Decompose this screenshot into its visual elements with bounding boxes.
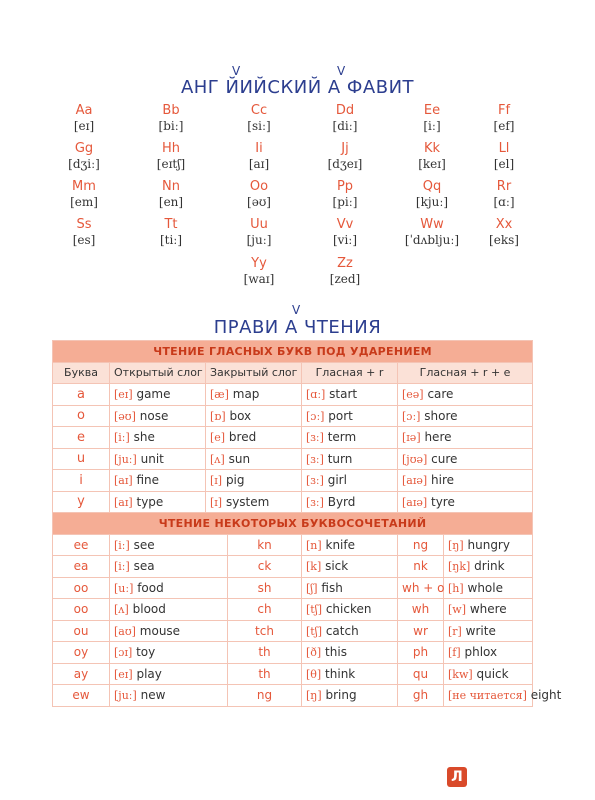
alphabet-cell [41,103,127,134]
transcription: [h] [448,581,464,595]
example-word: shore [424,408,458,423]
transcription: [uː] [114,581,134,595]
letter-combination: ay [53,663,110,685]
vowel-letter: e [53,427,110,449]
example-word: think [325,666,356,681]
alphabet-cell [216,141,302,172]
transcription: [r] [448,624,462,638]
vowel-re-cell [398,448,533,470]
example-word: term [327,430,357,445]
example-word: new [140,688,166,703]
combo-example-cell [110,663,228,685]
transcription: [ŋ] [306,689,322,703]
alphabet-cell [461,103,547,134]
letter-combination: ng [228,685,302,707]
v-mark-2: V [337,64,346,78]
transcription: [aɪə] [402,495,428,509]
alphabet-letter: Qq [422,179,442,194]
example-word: she [133,430,155,445]
alphabet-transcription: [eks] [489,233,519,247]
combo-row [53,577,533,599]
combo-row [53,599,533,621]
vowels-header: ЧТЕНИЕ ГЛАСНЫХ БУКВ ПОД УДАРЕНИЕМ [53,341,533,363]
vowel-re-cell [398,384,533,406]
alphabet-transcription: [tiː] [159,233,183,247]
alphabet-letter: Uu [250,217,268,232]
letter-combination: tch [228,620,302,642]
vowel-open-cell [110,470,206,492]
transcription: [ɔː] [402,409,421,423]
example-word: phlox [464,645,498,660]
combo-example-cell [302,577,398,599]
vowel-row [53,470,533,492]
example-word: hire [431,473,454,488]
combo-example-cell [110,685,228,707]
transcription: [eɪ] [114,388,133,402]
letter-combination: gh [398,685,444,707]
vowel-row [53,384,533,406]
example-word: pig [225,473,245,488]
transcription: [k] [306,560,322,574]
example-word: map [232,387,260,402]
alphabet-transcription: [zed] [329,272,361,286]
transcription: [ɒ] [210,409,226,423]
transcription: [ð] [306,646,322,660]
alphabet-letter: Hh [161,141,180,156]
letter-combination: ng [398,534,444,556]
example-word: system [225,494,270,509]
column-header: Гласная + r + e [398,362,533,384]
letter-combination: oo [53,599,110,621]
alphabet-transcription: [kjuː] [415,195,449,209]
transcription: [ɜː] [306,452,324,466]
transcription: [əʊ] [114,409,136,423]
alphabet-letter: Yy [251,256,267,271]
vowel-open-cell [110,405,206,427]
alphabet-letter: Mm [72,179,96,194]
transcription: [iː] [114,560,130,574]
combo-example-cell [110,599,228,621]
alphabet-cell [216,179,302,210]
alphabet-cell [128,141,214,172]
example-word: turn [327,451,353,466]
alphabet-cell [461,141,547,172]
example-word: sick [325,559,349,574]
vowel-row [53,405,533,427]
example-word: tyre [431,494,455,509]
example-word: type [136,494,164,509]
example-word: cure [431,451,458,466]
transcription: [tʃ] [306,603,322,617]
combo-row [53,685,533,707]
alphabet-transcription: [dʒeɪ] [327,157,363,171]
example-word: here [424,430,452,445]
column-header: Закрытый слог [206,362,302,384]
combo-example-cell [444,577,533,599]
vowel-r-cell [302,427,398,449]
alphabet-transcription: [diː] [332,119,358,133]
letter-combination: wh + o [398,577,444,599]
transcription: [ʌ] [210,452,225,466]
vowel-columns-row [53,362,533,384]
combo-row [53,642,533,664]
example-word: port [328,408,353,423]
vowel-row [53,427,533,449]
alphabet-letter: Ff [497,103,511,118]
letter-combination: ee [53,534,110,556]
example-word: game [136,387,171,402]
vowel-re-cell [398,427,533,449]
alphabet-cell [302,217,388,248]
transcription: [aʊ] [114,624,136,638]
alphabet-transcription: [el] [493,157,515,171]
alphabet-letter: Vv [336,217,354,232]
alphabet-cell [302,141,388,172]
vowel-row [53,491,533,513]
transcription: [iː] [114,431,130,445]
alphabet-transcription: [ef] [493,119,515,133]
vowel-r-cell [302,470,398,492]
transcription: [θ] [306,667,322,681]
alphabet-transcription: [siː] [247,119,271,133]
example-word: fine [136,473,160,488]
transcription: [n] [306,538,322,552]
alphabet-cell [216,256,302,287]
transcription: [ŋ] [448,538,464,552]
alphabet-letter: Oo [249,179,269,194]
transcription: [не читается] [448,689,527,703]
alphabet-cell [302,179,388,210]
example-word: mouse [139,623,181,638]
letter-combination: sh [228,577,302,599]
alphabet-transcription: [dʒiː] [68,157,100,171]
transcription: [ŋk] [448,560,471,574]
transcription: [ɔː] [306,409,325,423]
combo-example-cell [302,642,398,664]
vowel-closed-cell [206,448,302,470]
transcription: [juː] [114,452,137,466]
transcription: [tʃ] [306,624,322,638]
transcription: [e] [210,431,226,445]
alphabet-letter: Aa [75,103,93,118]
combo-example-cell [110,577,228,599]
transcription: [ʃ] [306,581,318,595]
example-word: blood [132,602,166,617]
letter-combination: qu [398,663,444,685]
alphabet-letter: Xx [495,217,513,232]
transcription: [ɪ] [210,495,223,509]
alphabet-transcription: [iː] [423,119,441,133]
alphabet-cell [41,179,127,210]
transcription: [juː] [114,689,137,703]
vowel-r-cell [302,384,398,406]
vowel-row [53,448,533,470]
alphabet-letter: Gg [74,141,94,156]
transcription: [ɪə] [402,431,421,445]
letter-combination: wr [398,620,444,642]
vowel-letter: u [53,448,110,470]
transcription: [ɜː] [306,474,324,488]
alphabet-letter: Jj [341,141,349,156]
letter-combination: nk [398,556,444,578]
alphabet-letter: Ss [76,217,92,232]
alphabet-transcription: [es] [72,233,96,247]
alphabet-transcription: [juː] [246,233,272,247]
alphabet-letter: Zz [337,256,353,271]
combo-example-cell [110,534,228,556]
v-mark-3: V [292,303,301,317]
example-word: Byrd [327,494,356,509]
alphabet-cell [128,103,214,134]
v-mark-1: V [232,64,241,78]
alphabet-cell [302,103,388,134]
vowel-r-cell [302,405,398,427]
alphabet-letter: Tt [164,217,178,232]
alphabet-cell [41,217,127,248]
transcription: [ɑː] [306,388,326,402]
letter-combination: ou [53,620,110,642]
publisher-logo: Л [447,767,467,787]
example-word: this [325,645,347,660]
letter-combination: oo [53,577,110,599]
letter-combination: ch [228,599,302,621]
example-word: whole [467,580,503,595]
example-word: sea [133,559,155,574]
example-word: hungry [467,537,510,552]
rules-title: ПРАВИ А ЧТЕНИЯ [213,317,382,338]
example-word: play [136,666,162,681]
alphabet-transcription: [əʊ] [247,195,271,209]
letter-combination: wh [398,599,444,621]
vowel-letter: o [53,405,110,427]
letter-combination: ea [53,556,110,578]
vowel-closed-cell [206,384,302,406]
alphabet-transcription: [aɪ] [248,157,270,171]
combo-example-cell [302,620,398,642]
transcription: [jʊə] [402,452,428,466]
letter-combination: ew [53,685,110,707]
example-word: girl [327,473,347,488]
column-header: Гласная + r [302,362,398,384]
combo-row [53,620,533,642]
alphabet-transcription: [ˈdʌbljuː] [404,233,460,247]
example-word: chicken [325,602,372,617]
example-word: bring [325,688,357,703]
example-word: knife [325,537,355,552]
example-word: see [133,537,155,552]
example-word: start [329,387,358,402]
alphabet-letter: Dd [335,103,355,118]
column-header: Буква [53,362,110,384]
combo-example-cell [302,663,398,685]
transcription: [ɜː] [306,431,324,445]
example-word: drink [474,559,505,574]
alphabet-letter: Cc [250,103,268,118]
alphabet-letter: Ii [255,141,263,156]
vowel-closed-cell [206,470,302,492]
combos-header-row [53,513,533,535]
vowel-r-cell [302,491,398,513]
alphabet-transcription: [en] [158,195,184,209]
alphabet-cell [461,179,547,210]
combo-example-cell [302,556,398,578]
alphabet-letter: Ee [423,103,441,118]
vowel-letter: i [53,470,110,492]
transcription: [ɪ] [210,474,223,488]
alphabet-cell [461,217,547,248]
alphabet-transcription: [viː] [332,233,358,247]
transcription: [aɪ] [114,474,133,488]
alphabet-letter: Pp [336,179,354,194]
reading-rules-table [52,340,562,707]
vowel-re-cell [398,405,533,427]
letter-combination: ck [228,556,302,578]
transcription: [eɪ] [114,667,133,681]
vowel-open-cell [110,384,206,406]
example-word: food [137,580,164,595]
combo-example-cell [110,556,228,578]
combo-example-cell [444,663,533,685]
example-word: unit [140,451,164,466]
letter-combination: kn [228,534,302,556]
vowel-letter: y [53,491,110,513]
transcription: [kw] [448,667,473,681]
alphabet-letter: Kk [423,141,441,156]
example-word: fish [321,580,343,595]
transcription: [aɪ] [114,495,133,509]
combo-example-cell [444,534,533,556]
alphabet-cell [216,217,302,248]
alphabet-transcription: [piː] [332,195,358,209]
vowel-closed-cell [206,427,302,449]
combo-example-cell [110,620,228,642]
combo-example-cell [444,642,533,664]
transcription: [ʌ] [114,603,129,617]
transcription: [w] [448,603,466,617]
alphabet-cell [41,141,127,172]
example-word: nose [139,408,169,423]
example-word: sun [228,451,251,466]
example-word: bred [228,430,257,445]
vowels-header-row [53,341,533,363]
combo-example-cell [110,642,228,664]
vowel-open-cell [110,427,206,449]
alphabet-transcription: [waɪ] [243,272,275,286]
vowel-re-cell [398,470,533,492]
alphabet-cell [302,256,388,287]
combo-example-cell [302,599,398,621]
example-word: write [465,623,496,638]
example-word: box [229,408,252,423]
transcription: [f] [448,646,461,660]
transcription: [ɜː] [306,495,324,509]
transcription: [æ] [210,388,229,402]
letter-combination: ph [398,642,444,664]
example-word: eight [530,688,562,703]
combo-example-cell [302,534,398,556]
combos-header: ЧТЕНИЕ НЕКОТОРЫХ БУКВОСОЧЕТАНИЙ [53,513,533,535]
alphabet-letter: Ww [420,217,444,232]
column-header: Открытый слог [110,362,206,384]
alphabet-transcription: [biː] [158,119,184,133]
vowel-open-cell [110,448,206,470]
vowel-closed-cell [206,491,302,513]
alphabet-transcription: [em] [70,195,98,209]
combo-row [53,663,533,685]
transcription: [ɔɪ] [114,646,133,660]
example-word: care [427,387,454,402]
vowel-letter: a [53,384,110,406]
combo-example-cell [302,685,398,707]
alphabet-letter: Bb [162,103,180,118]
combo-example-cell [444,599,533,621]
alphabet-cell [128,179,214,210]
example-word: quick [476,666,509,681]
combo-example-cell [444,556,533,578]
vowel-re-cell [398,491,533,513]
example-word: catch [325,623,359,638]
combo-row [53,534,533,556]
transcription: [iː] [114,538,130,552]
transcription: [eə] [402,388,424,402]
alphabet-title: АНГ ЙИЙСКИЙ А ФАВИТ [180,77,415,98]
alphabet-transcription: [eɪ] [73,119,95,133]
example-word: toy [136,645,156,660]
combo-row [53,556,533,578]
alphabet-letter: Ll [498,141,510,156]
alphabet-letter: Rr [496,179,512,194]
alphabet-transcription: [keɪ] [418,157,446,171]
alphabet-letter: Nn [162,179,180,194]
letter-combination: th [228,663,302,685]
combo-example-cell [444,620,533,642]
alphabet-transcription: [ɑː] [493,195,515,209]
combo-example-cell [444,685,562,707]
alphabet-cell [216,103,302,134]
transcription: [aɪə] [402,474,428,488]
example-word: where [469,602,507,617]
alphabet-transcription: [eɪtʃ] [156,157,186,171]
vowel-r-cell [302,448,398,470]
alphabet-cell [128,217,214,248]
vowel-closed-cell [206,405,302,427]
letter-combination: th [228,642,302,664]
vowel-open-cell [110,491,206,513]
letter-combination: oy [53,642,110,664]
